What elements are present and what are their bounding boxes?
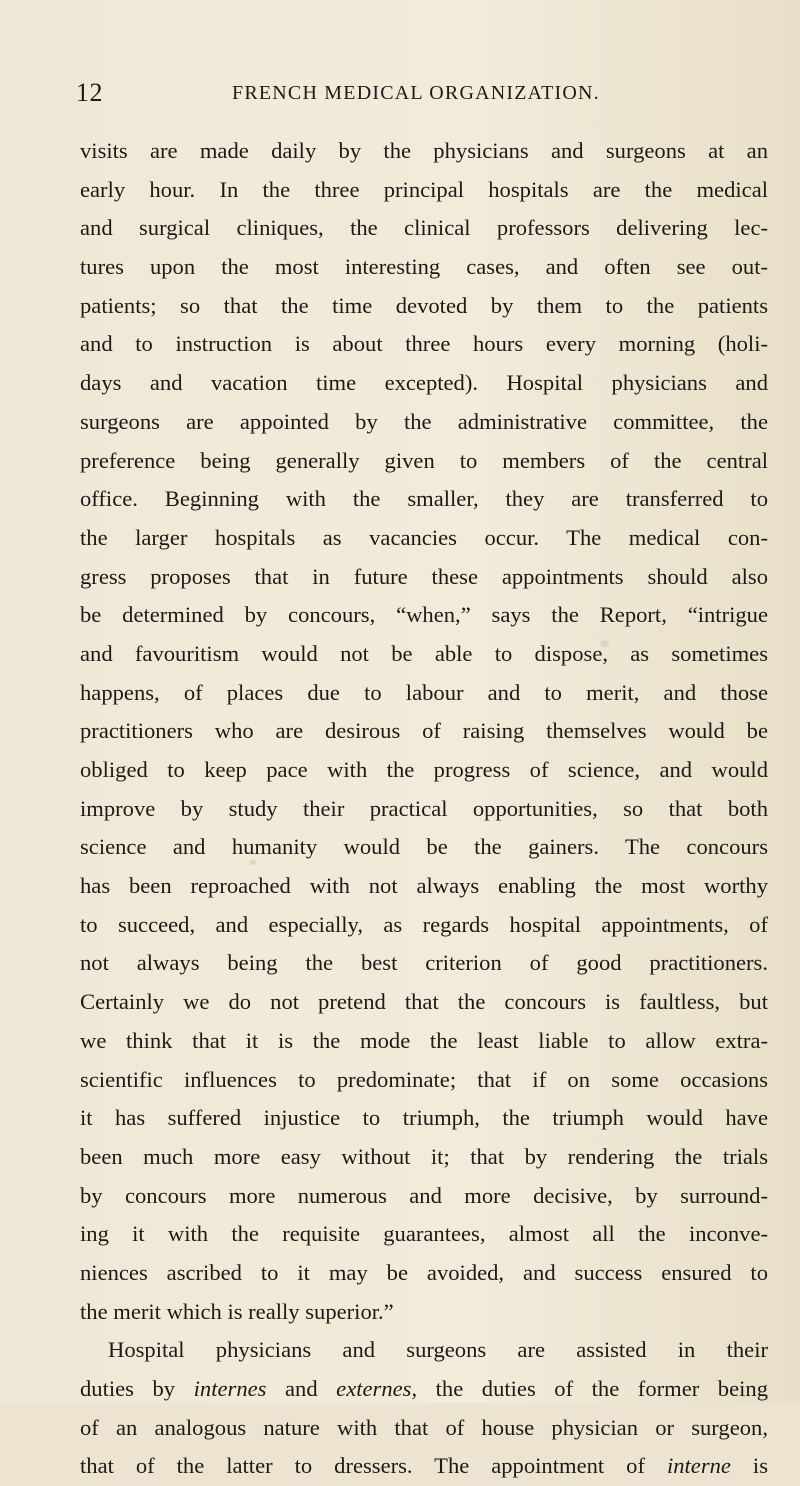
text-line: early hour. In the three principal hospitals are the medical [80,176,768,202]
text-line: and surgical cliniques, the clinical professors delivering lec- [80,215,768,241]
text-line: by concours more numerous and more decisive, by surround- [80,1182,768,1208]
text-line: the larger hospitals as vacancies occur. The medical con- [80,524,768,550]
text-line: Hospital physicians and surgeons are assisted in their [108,1337,768,1363]
text-line: visits are made daily by the physicians and surgeons at an [80,138,768,163]
text-line: niences ascribed to it may be avoided, and success ensured to [80,1259,768,1285]
text-line: has been reproached with not always enabling the most worthy [80,873,768,899]
text-line: to succeed, and especially, as regards hospital appointments, of [80,911,768,937]
text-line: ing it with the requisite guarantees, almost all the inconve- [80,1221,768,1247]
text-line: tures upon the most interesting cases, and often see out- [80,254,768,280]
text-line: of an analogous nature with that of house physician or surgeon, [80,1414,768,1440]
text-line: duties by internes and externes, the duties of the former being [80,1376,769,1401]
text-line: obliged to keep pace with the progress of science, and would [80,757,768,782]
text-line: happens, of places due to labour and to merit, and those [80,679,768,705]
text-line: it has suffered injustice to triumph, the triumph would have [80,1105,768,1131]
text-line: we think that it is the mode the least liable to allow extra- [80,1027,768,1053]
text-line: preference being generally given to members of the central [80,447,768,473]
page-number: 12 [76,78,103,107]
text-line: the merit which is really superior.” [80,1298,394,1324]
text-line: days and vacation time excepted). Hospital physicians and [80,370,768,396]
italic-term: externes [336,1376,412,1401]
page-header [76,78,766,114]
text-line: science and humanity would be the gainers. The concours [80,834,768,860]
text-line: surgeons are appointed by the administrative committee, the [80,408,768,434]
text-line: and to instruction is about three hours every morning (holi- [80,331,768,357]
text-line: been much more easy without it; that by rendering the trials [80,1143,768,1169]
text-line: patients; so that the time devoted by them to the patients [80,292,768,318]
text-line: not always being the best criterion of good practitioners. [80,950,768,976]
text-line: practitioners who are desirous of raising themselves would be [80,718,768,744]
text-line: be determined by concours, “when,” says the Report, “intrigue [80,602,768,628]
italic-term: internes [193,1376,267,1401]
text-line: scientific influences to predominate; that if on some occasions [80,1066,768,1092]
text-line: that of the latter to dressers. The appointment of interne is [80,1453,768,1479]
italic-term: interne [666,1453,731,1479]
text-line: office. Beginning with the smaller, they are transferred to [80,486,768,512]
text-line: and favouritism would not be able to dispose, as sometimes [80,640,768,666]
text-line: Certainly we do not pretend that the concours is faultless, but [80,989,768,1015]
running-head: FRENCH MEDICAL ORGANIZATION. [232,82,600,104]
body-text [80,132,768,1486]
text-line: improve by study their practical opportunities, so that both [80,795,768,821]
text-line: gress proposes that in future these appointments should also [80,563,768,589]
